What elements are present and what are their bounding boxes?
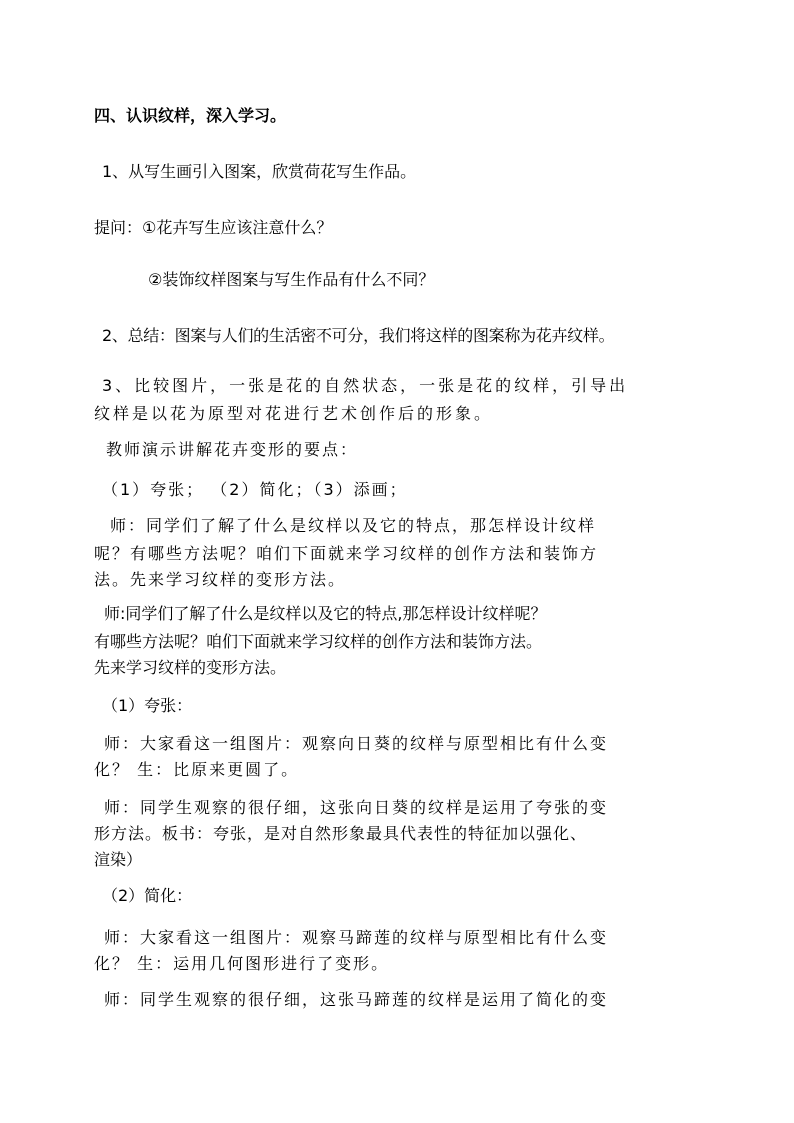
section-heading: 四、认识纹样，深入学习。: [94, 106, 287, 125]
sunflower-answer-line-3: 渲染）: [94, 850, 143, 869]
lotus-question-line-2: 化？ 生：运用几何图形进行了变形。: [94, 954, 390, 973]
points-text: （1）夸张； （2）简化；（3）添画；: [102, 480, 408, 499]
subsection-1: （1）夸张：: [102, 696, 193, 715]
teacher-a-line-1: 师：同学们了解了什么是纹样以及它的特点，那怎样设计纹样: [110, 516, 597, 535]
item-2: 2、总结：图案与人们的生活密不可分，我们将这样的图案称为花卉纹样。: [102, 326, 615, 345]
teacher-a-line-3: 法。先来学习纹样的变形方法。: [94, 570, 347, 589]
sunflower-answer-line-2: 形方法。板书：夸张，是对自然形象最具代表性的特征加以强化、: [94, 824, 588, 843]
sunflower-question-line-1: 师：大家看这一组图片：观察向日葵的纹样与原型相比有什么变: [104, 734, 609, 753]
teacher-a-line-2: 呢？有哪些方法呢？咱们下面就来学习纹样的创作方法和装饰方: [94, 544, 599, 563]
teacher-b-line-2: 有哪些方法呢？咱们下面就来学习纹样的创作方法和装饰方法。: [94, 632, 543, 651]
sunflower-answer-line-1: 师：同学生观察的很仔细，这张向日葵的纹样是运用了夸张的变: [104, 798, 609, 817]
teacher-b-line-3: 先来学习纹样的变形方法。: [94, 658, 287, 677]
question-2: ②装饰纹样图案与写生作品有什么不同？: [148, 270, 435, 289]
demo-text: 教师演示讲解花卉变形的要点：: [106, 440, 359, 459]
subsection-2: （2）简化：: [102, 886, 193, 905]
lotus-answer-line-1: 师：同学生观察的很仔细，这张马蹄莲的纹样是运用了简化的变: [104, 990, 609, 1009]
sunflower-question-line-2: 化？ 生：比原来更圆了。: [94, 760, 300, 779]
lotus-question-line-1: 师：大家看这一组图片：观察马蹄莲的纹样与原型相比有什么变: [104, 928, 609, 947]
teacher-b-line-1: 师:同学们了解了什么是纹样以及它的特点,那怎样设计纹样呢？: [104, 604, 547, 623]
item-1: 1、从写生画引入图案，欣赏荷花写生作品。: [102, 162, 417, 181]
item-3-line-1: 3、比较图片，一张是花的自然状态，一张是花的纹样，引导出: [102, 376, 629, 395]
question-1: 提问：①花卉写生应该注意什么？: [94, 218, 333, 237]
item-3-line-2: 纹样是以花为原型对花进行艺术创作后的形象。: [94, 404, 494, 423]
